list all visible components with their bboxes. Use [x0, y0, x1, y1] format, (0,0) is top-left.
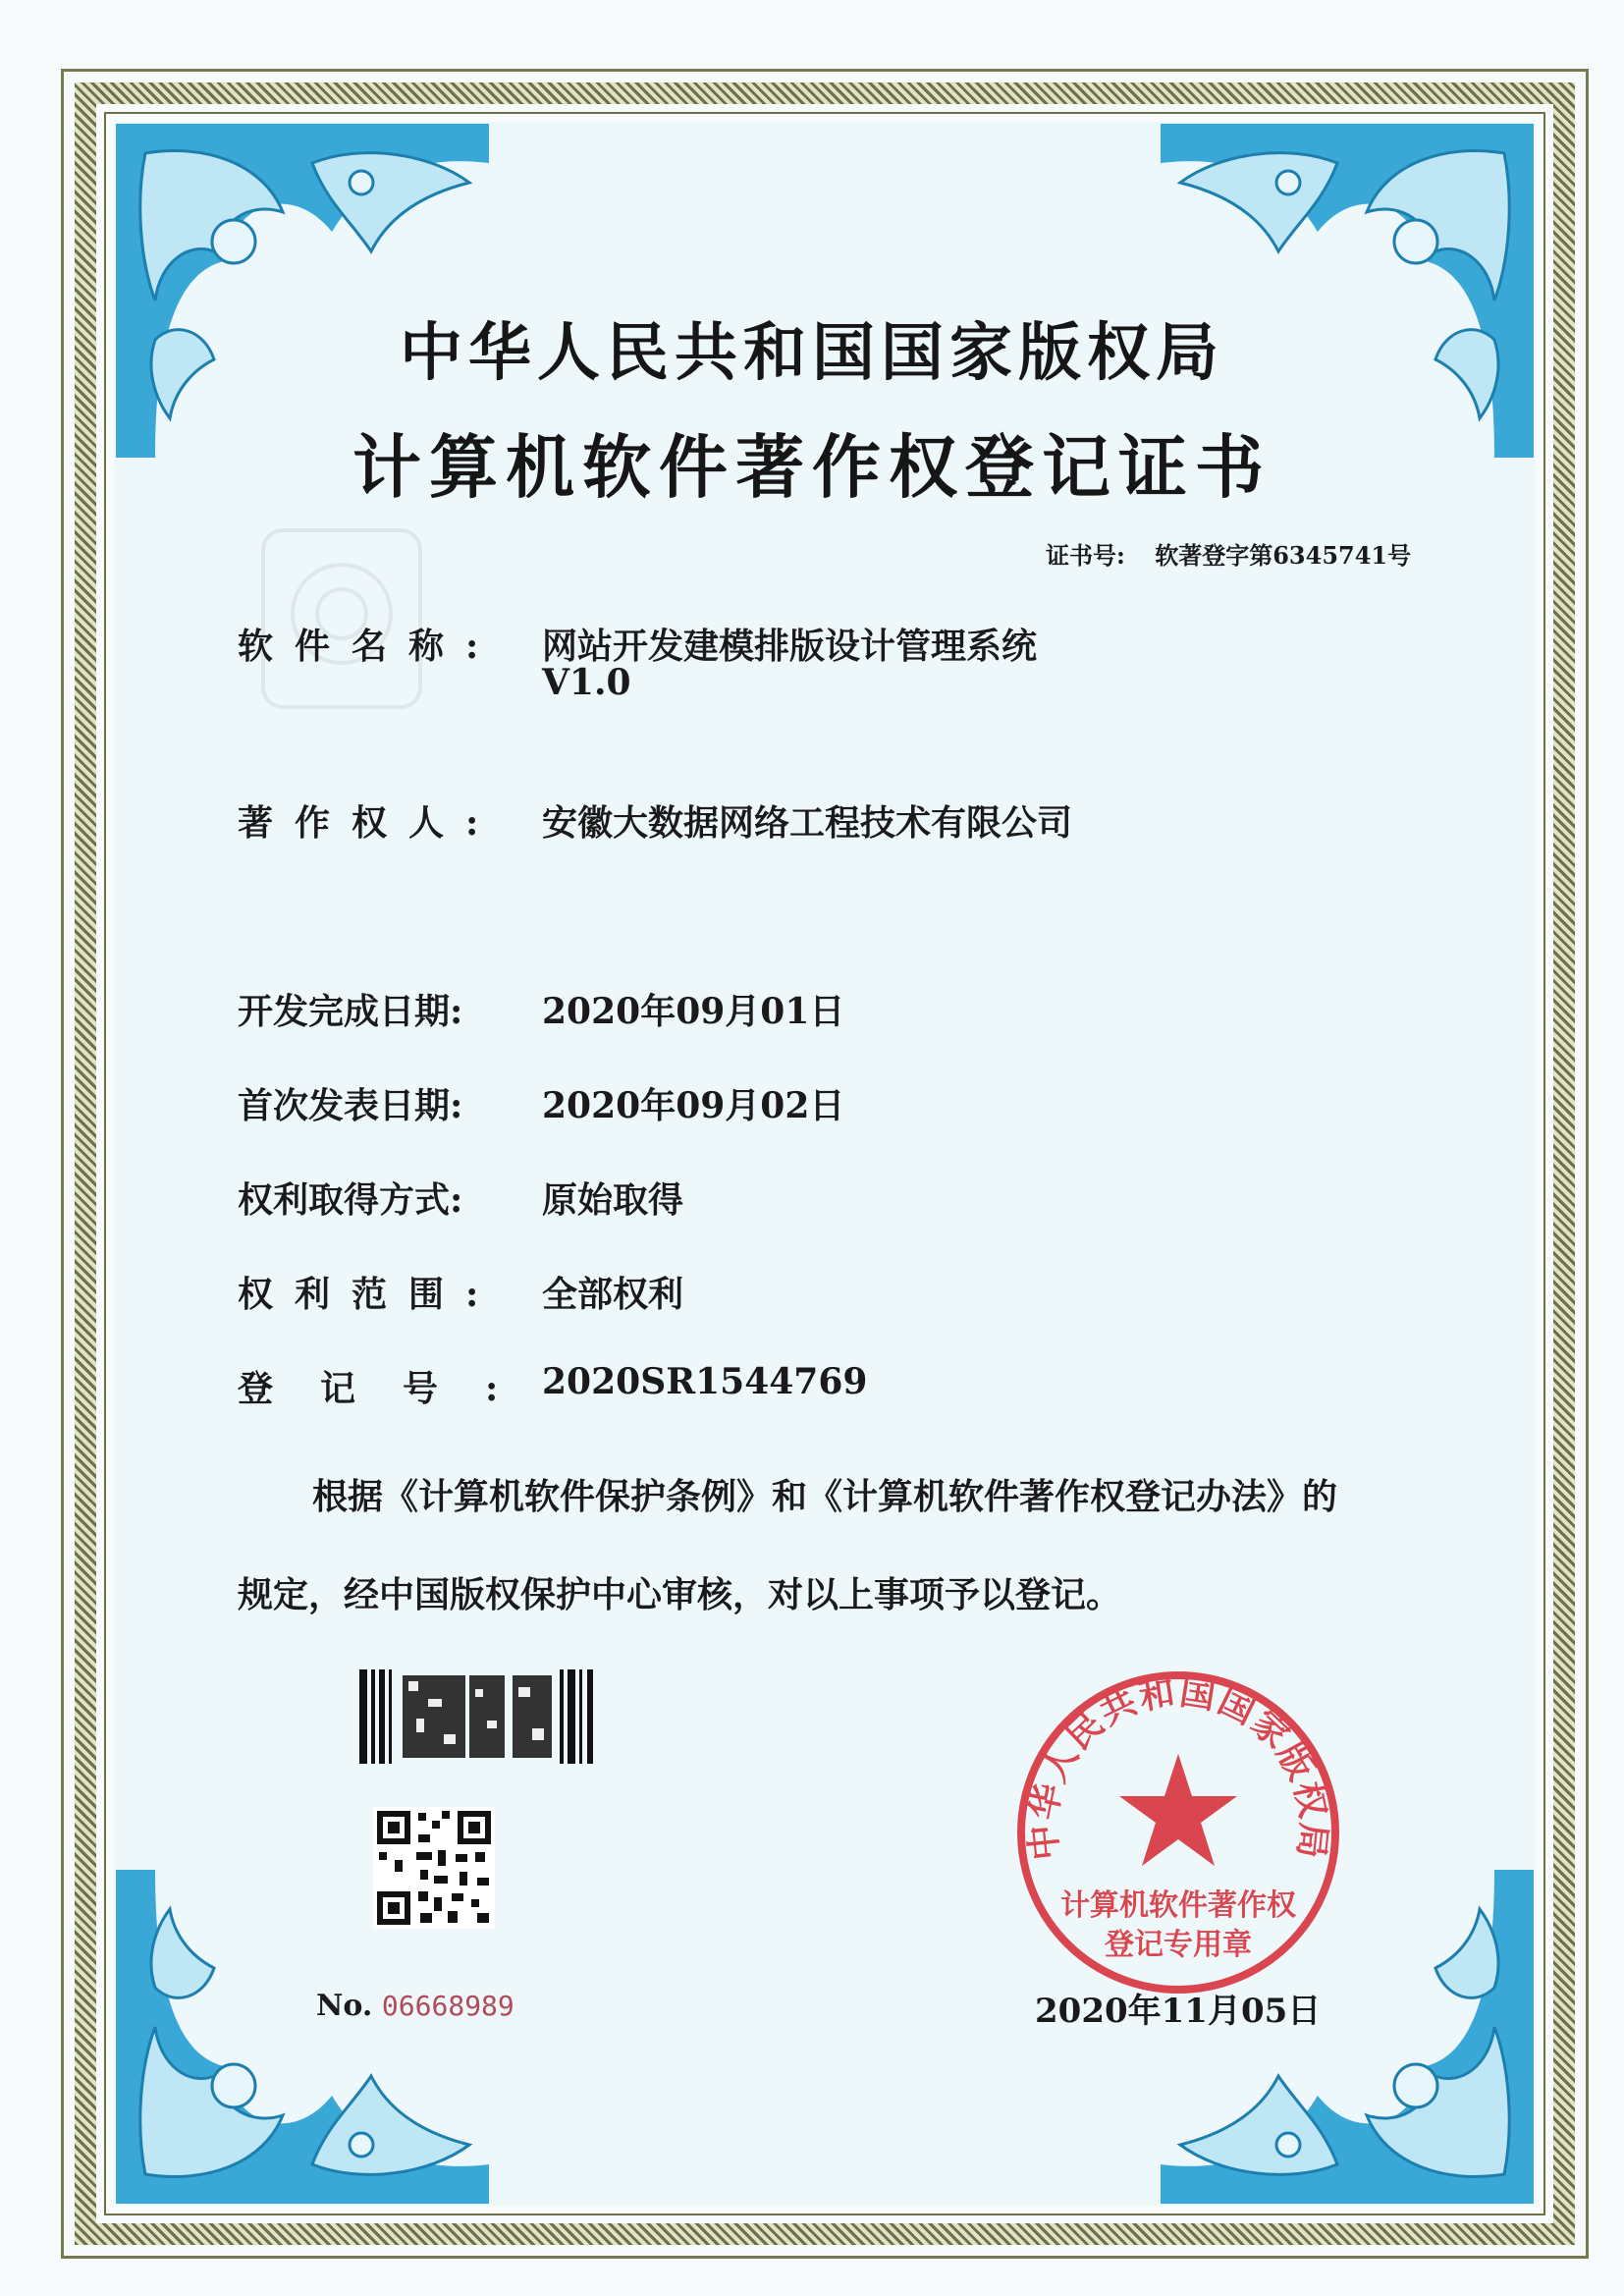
certificate-number-value: 软著登字第6345741号: [1155, 541, 1412, 570]
field-value: 全部权利: [542, 1274, 684, 1315]
field-label: 首次发表日期:: [238, 1085, 463, 1126]
field-value-line2: V1.0: [542, 662, 631, 703]
serial-label: No.: [316, 1989, 373, 2023]
certificate-title: 计算机软件著作权登记证书: [352, 426, 1272, 508]
certificate-number-label: 证书号:: [1046, 541, 1125, 570]
serial-value: 06668989: [381, 1990, 514, 2022]
serial-number: [316, 1989, 514, 2023]
field-value: 2020年09月01日: [542, 991, 845, 1032]
seal-inner-text-2: 登记专用章: [1105, 1928, 1252, 1962]
field-label: 著作权人:: [238, 802, 501, 844]
issue-date: 2020年11月05日: [1035, 1992, 1322, 2031]
field-value: 安徽大数据网络工程技术有限公司: [542, 802, 1073, 844]
corner-ornament-top-right: [1161, 124, 1534, 458]
qr-code: [373, 1807, 495, 1929]
certificate-number: [1046, 536, 1411, 571]
field-value: 2020SR1544769: [542, 1361, 868, 1402]
field-label: 软件名称:: [238, 626, 501, 667]
barcode: [359, 1669, 599, 1764]
statement-line-1: 根据《计算机软件保护条例》和《计算机软件著作权登记办法》的: [312, 1476, 1338, 1517]
seal-inner-text-1: 计算机软件著作权: [1060, 1888, 1296, 1923]
field-label: 登记号:: [238, 1368, 546, 1409]
field-label: 权利范围:: [238, 1274, 501, 1315]
statement-line-2: 规定，经中国版权保护中心审核，对以上事项予以登记。: [238, 1574, 1122, 1615]
field-value: 网站开发建模排版设计管理系统: [542, 626, 1038, 667]
official-seal: [1001, 1656, 1355, 2009]
issuer-title: 中华人民共和国国家版权局: [400, 316, 1224, 390]
seal-star-icon: [1119, 1754, 1237, 1866]
field-value: 原始取得: [542, 1179, 684, 1221]
field-label: 开发完成日期:: [238, 991, 463, 1032]
seal-ring-text: 中华人民共和国国家版权局: [1021, 1670, 1335, 1863]
corner-ornament-top-left: [116, 124, 489, 458]
field-value: 2020年09月02日: [542, 1085, 845, 1126]
field-label: 权利取得方式:: [238, 1179, 463, 1221]
